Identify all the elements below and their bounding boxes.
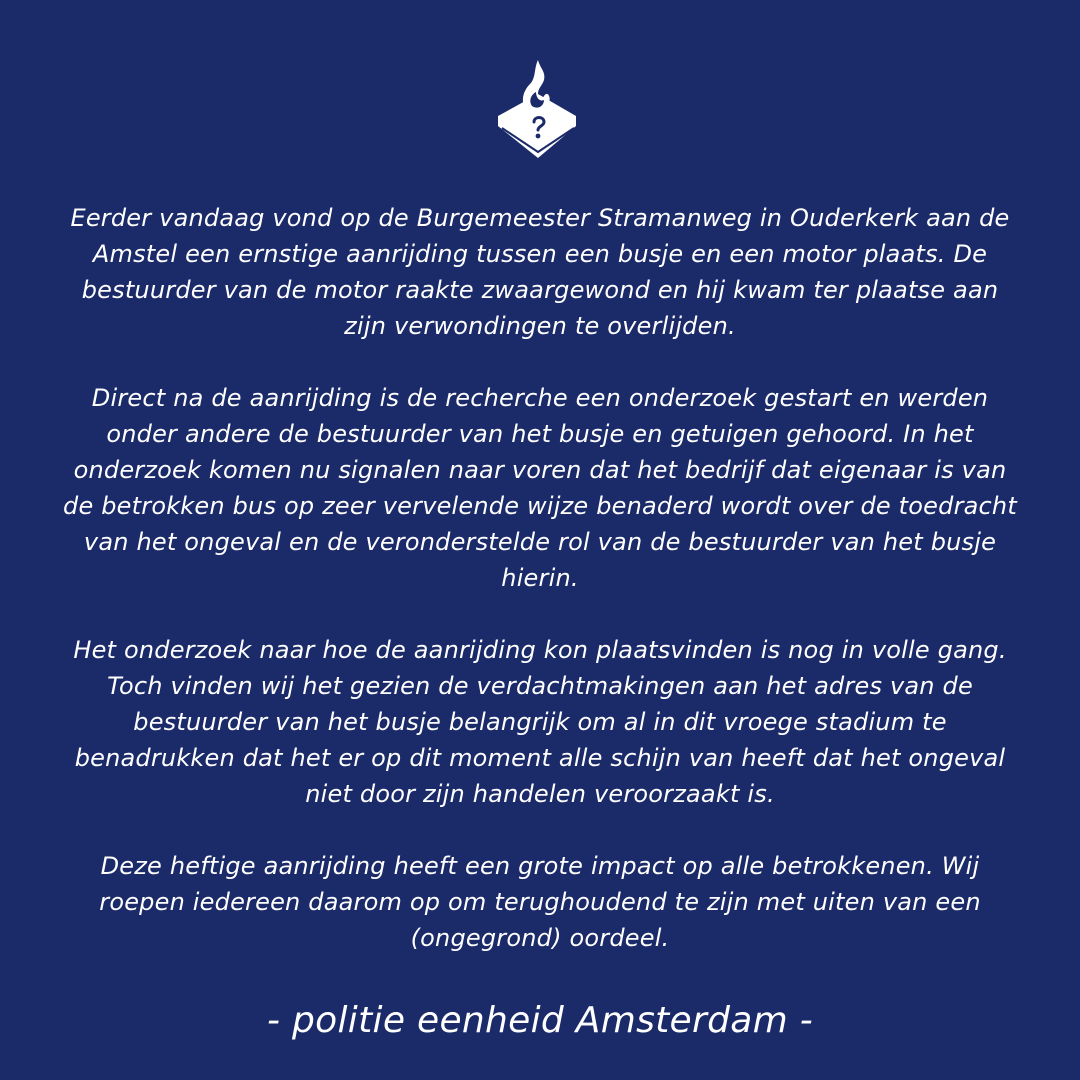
signature: - politie eenheid Amsterdam - [266,1000,814,1041]
paragraph-incident: Eerder vandaag vond op de Burgemeester Stramanweg in Ouderkerk aan de Amstel een ernstige aanrijding tussen een busje en een motor plaats. De bestuurder van de motor raakte zwaargewond en hij kwam ter plaatse aan zijn verwondingen te overlijden. [70,204,1010,340]
statement-text [60,200,1020,956]
paragraph-investigation: Direct na de aanrijding is de recherche een onderzoek gestart en werden onder andere de bestuurder van het busje en getuigen gehoord. In het onderzoek komen nu signalen naar voren dat het bedrijf dat eigenaar is van de betrokken bus op zeer vervelende wijze benaderd wordt over de toedracht van het ongeval en de veronderstelde rol van de bestuurder van het busje hierin. [63,384,1017,592]
paragraph-appeal: Deze heftige aanrijding heeft een grote impact op alle betrokkenen. Wij roepen iedereen daarom op om terughoudend te zijn met uiten van een (ongegrond) oordeel. [99,852,981,952]
police-flame-emblem-icon [494,56,580,160]
paragraph-clarification: Het onderzoek naar hoe de aanrijding kon plaatsvinden is nog in volle gang. Toch vinden wij het gezien de verdachtmakingen aan het adres van de bestuurder van het busje belangrijk om al in dit vroege stadium te benadrukken dat het er op dit moment alle schijn van heeft dat het ongeval niet door zijn handelen veroorzaakt is. [73,636,1007,808]
